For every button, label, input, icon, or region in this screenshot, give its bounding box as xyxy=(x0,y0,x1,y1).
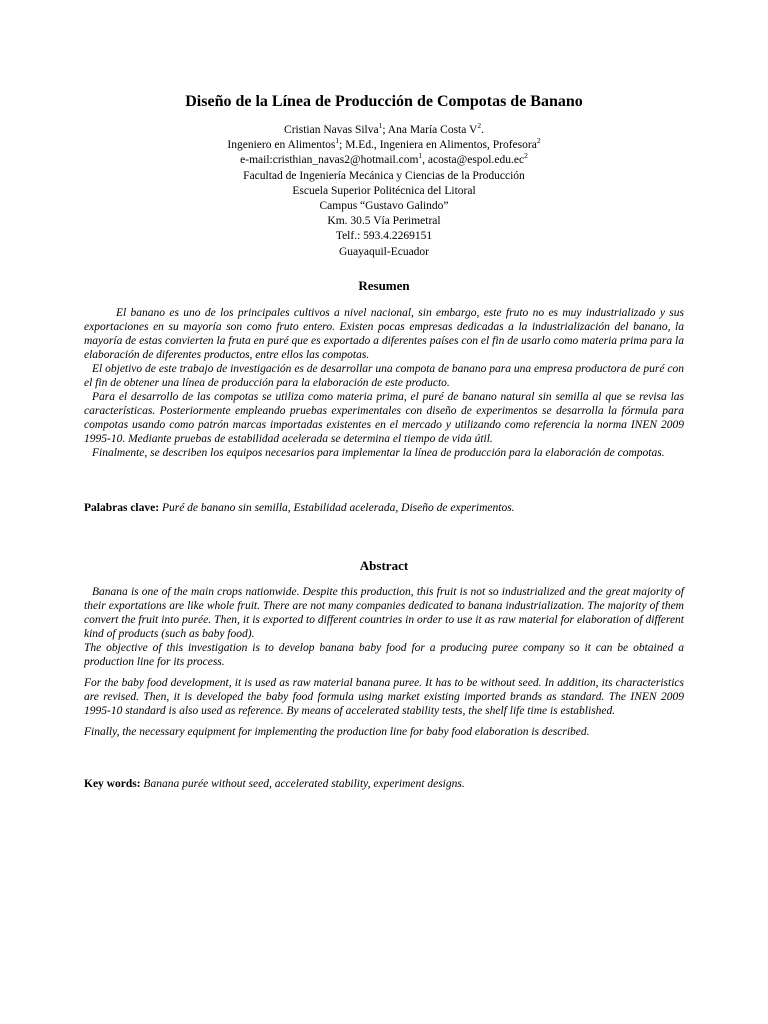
abstract-paragraph-2: The objective of this investigation is to develop banana baby food for a producing puree company so it can be obtained a production line for its process. xyxy=(84,642,684,668)
author-2-email-mark: 2 xyxy=(524,151,528,161)
resumen-keywords-label: Palabras clave: xyxy=(84,502,160,514)
abstract-keywords xyxy=(84,777,684,791)
abstract-keywords-text: Banana purée without seed, accelerated stability, experiment designs. xyxy=(143,778,465,790)
abstract-heading: Abstract xyxy=(359,558,409,573)
faculty: Facultad de Ingeniería Mecánica y Ciencias de la Producción xyxy=(243,169,525,182)
abstract-keywords-label: Key words: xyxy=(84,778,141,790)
resumen-heading: Resumen xyxy=(358,278,410,293)
abstract-paragraph-1: Banana is one of the main crops nationwide. Despite this production, this fruit is not so industrialized and the great majority of their exportations are like whole fruit. There are not many companies dedicated to banana industrialization. The majority of them convert the fruit into purée. Then, it is exported to different countries in order to use it as raw material for elaboration of different kind of products (such as baby food). xyxy=(84,586,684,640)
abstract-body xyxy=(84,585,684,739)
resumen-paragraph-1: El banano es uno de los principales cultivos a nivel nacional, sin embargo, este fruto no es muy industrializado y sus exportaciones en su mayoría son como fruto entero. Existen pocas empresas dedicadas a la industrialización del banano, la mayoría de estas convierten la fruta en puré que es exportado a diferentes países con el fin de usarlo como materia prima para la elaboración de diferentes productos, entre ellos las compotas. xyxy=(84,307,684,361)
paper-title: Diseño de la Línea de Producción de Compotas de Banano xyxy=(185,93,583,110)
resumen-keywords xyxy=(84,501,684,515)
campus: Campus “Gustavo Galindo” xyxy=(319,200,449,213)
resumen-body xyxy=(84,306,684,460)
author-1-title: Ingeniero en Alimentos xyxy=(227,139,336,152)
author-1-name: Cristian Navas Silva xyxy=(284,124,379,136)
city: Guayaquil-Ecuador xyxy=(338,245,430,258)
author-names xyxy=(0,123,768,138)
author-titles xyxy=(0,138,768,153)
author-2-title: ; M.Ed., Ingeniera en Alimentos, Profesora xyxy=(339,139,537,152)
author-1-title-mark: 1 xyxy=(335,136,340,146)
school: Escuela Superior Politécnica del Litoral xyxy=(292,184,476,197)
author-2-email: , acosta@espol.edu.ec xyxy=(422,154,525,167)
author-2-affiliation-mark: 2 xyxy=(477,121,482,131)
resumen-keywords-text: Puré de banano sin semilla, Estabilidad acelerada, Diseño de experimentos. xyxy=(161,502,515,514)
resumen-paragraph-3: Para el desarrollo de las compotas se utiliza como materia prima, el puré de banano natural sin semilla al que se revisa las características. Posteriormente empleando pruebas experimentales con diseño de experimentos se desarrolla la fórmula para compotas usando como patrón marcas importadas existentes en el mercado y utilizando como referencia la norma INEN 2009 1995-10. Mediante pruebas de estabilidad acelerada se determina el tiempo de vida útil. xyxy=(84,391,684,445)
author-2-name: ; Ana María Costa V xyxy=(382,124,478,136)
abstract-paragraph-3: For the baby food development, it is used as raw material banana puree. It has to be without seed. In addition, its characteristics are revised. Then, it is developed the baby food formula using market existing imported brands as standard. The INEN 2009 1995-10 standard is also used as reference. By means of accelerated stability tests, the shelf life time is established. xyxy=(84,677,684,717)
phone: Telf.: 593.4.2269151 xyxy=(335,230,433,243)
author-names-end: . xyxy=(481,124,484,136)
resumen-paragraph-4: Finalmente, se describen los equipos necesarios para implementar la línea de producción para la elaboración de compotas. xyxy=(92,447,665,459)
resumen-paragraph-2: El objetivo de este trabajo de investigación es de desarrollar una compota de banano para una empresa productora de puré con el fin de obtener una línea de producción para la elaboración de este producto. xyxy=(84,363,684,389)
author-block xyxy=(0,123,768,260)
author-emails xyxy=(0,153,768,168)
author-2-title-mark: 2 xyxy=(536,136,541,146)
abstract-paragraph-4: Finally, the necessary equipment for implementing the production line for baby food elaboration is described. xyxy=(84,726,590,738)
author-1-email: e-mail:cristhian_navas2@hotmail.com xyxy=(240,154,419,167)
address: Km. 30.5 Vía Perimetral xyxy=(327,215,441,228)
author-1-affiliation-mark: 1 xyxy=(378,121,383,131)
author-1-email-mark: 1 xyxy=(418,151,423,161)
